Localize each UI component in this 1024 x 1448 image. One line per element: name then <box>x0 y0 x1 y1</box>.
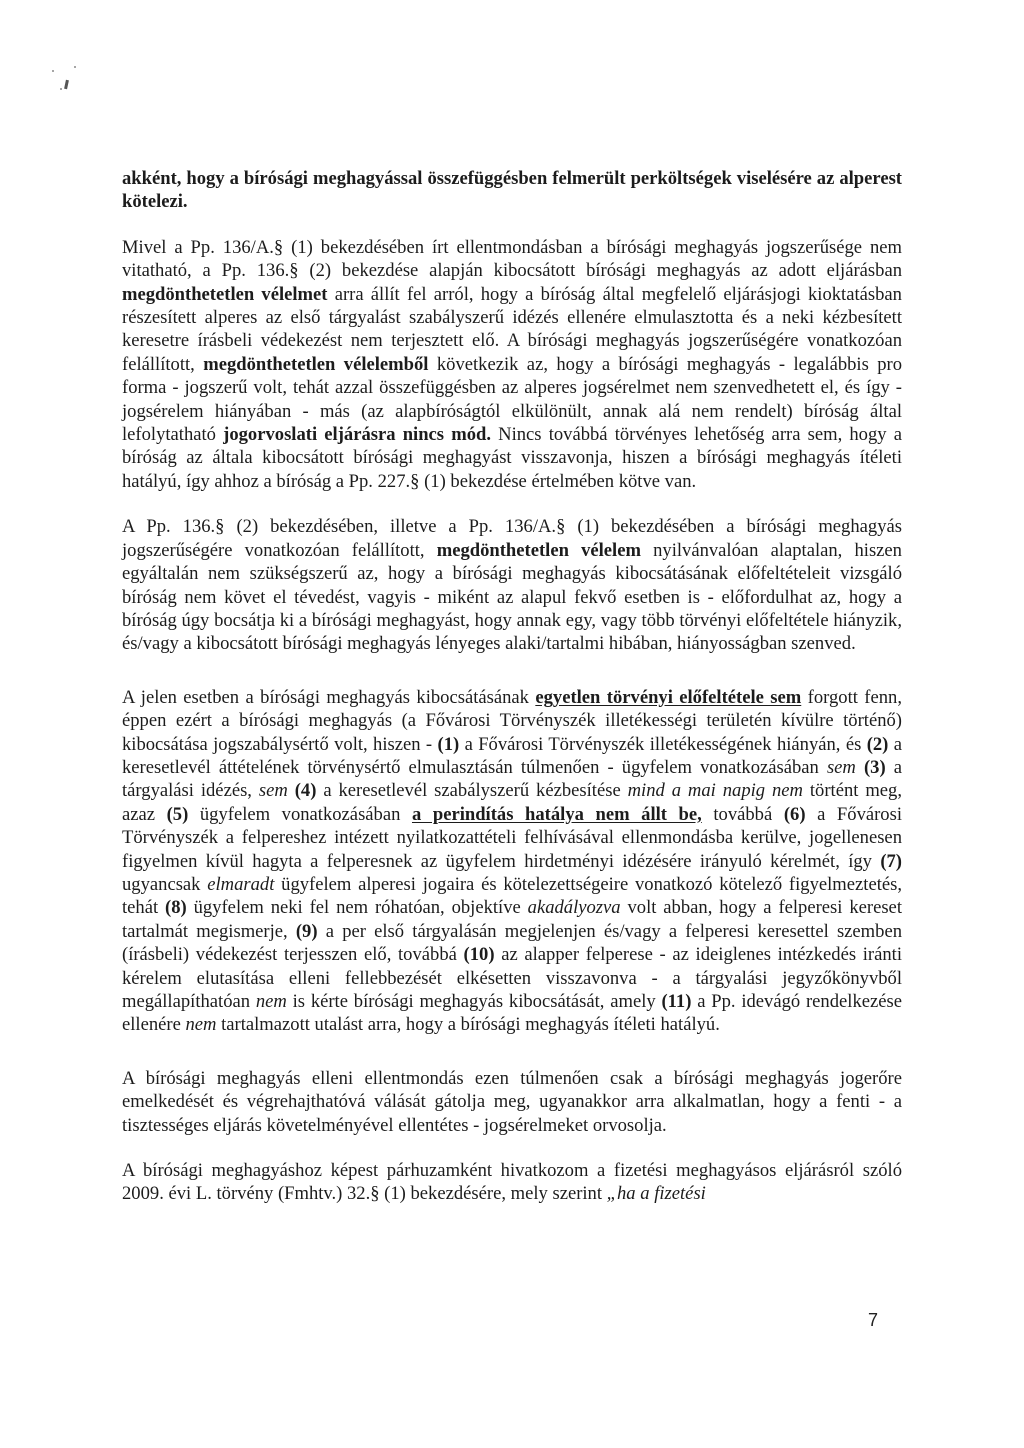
text-run: Nincs továbbá törvényes lehetőség arra sem, hogy a bíróság az általa kibocsátott bírósági meghagyást visszavonja, hiszen a bírósági meghagyás ítéleti hatályú, így ahhoz a bíróság a Pp. 227.§ (1) bekezdése értelmében kötve van. <box>122 424 902 492</box>
scan-speck <box>74 66 76 68</box>
text-run: továbbá <box>701 803 784 825</box>
text-run: a Pp. idevágó rendelkezése ellenére <box>122 991 902 1036</box>
text-run: a perindítás hatálya nem állt be, <box>411 803 702 825</box>
text-run: A bírósági meghagyáshoz képest párhuzamként hivatkozom a fizetési meghagyásos eljárásról szóló 2009. évi L. törvény (Fmhtv.) 32.§ (1) bekezdésére, mely szerint <box>122 1160 902 1205</box>
text-run: megdönthetetlen vélelmet <box>122 283 328 305</box>
page-number: 7 <box>868 1310 879 1330</box>
text-run: forgott fenn, éppen ezért a bírósági meghagyás (a Fővárosi Törvényszék illetékességi területén kívülre történő) kibocsátása jogszabálysértő volt, hiszen - <box>122 686 902 755</box>
text-run: ügyfelem alperesi jogaira és kötelezettségeire vonatkozó kötelező figyelmeztetés, tehát <box>122 873 902 919</box>
text-run: elmaradt <box>207 873 275 895</box>
text-run: (2) <box>866 733 889 755</box>
scan-speck <box>60 88 62 90</box>
text-run: ugyancsak <box>122 873 208 895</box>
text-run: ügyfelem vonatkozásában <box>188 803 412 825</box>
text-run: arra állít fel arról, hogy a bíróság által megfelelő eljárásjogi kioktatásban részesített alperes az első tárgyalást szabályszerű idézés ellenére elmulasztotta és a neki kézbesített keresetre írásbeli védekezést nem terjesztett elő. A bírósági meghagyás jogszerűségére vonatkozóan felállított, <box>122 283 902 375</box>
text-run: A jelen esetben a bírósági meghagyás kibocsátásának <box>122 686 536 708</box>
text-run: egyetlen törvényi előfeltétele sem <box>535 686 802 708</box>
text-run: nem <box>185 1014 217 1036</box>
text-run: a tárgyalási idézés, <box>122 756 902 802</box>
text-run: következik az, hogy a bírósági meghagyás - legalábbis pro forma - jogszerű volt, tehát azzal összefüggésben az alperes jogsérelmet nem szenvedhetett el, és így - jogsérelem hiányában - más (az alapbíróságtól elkülönült, annak alá nem rendelt) bíróság által lefolytatható <box>122 353 903 446</box>
text-run: (1) <box>437 733 460 755</box>
text-run: mind a mai napig nem <box>627 780 803 802</box>
text-run: Mivel a Pp. 136/A.§ (1) bekezdésében írt ellentmondásban a bírósági meghagyás jogszerűsége nem vitatható, a Pp. 136.§ (2) bekezdése alapján kibocsátott bírósági meghagyás az adott eljárásban <box>122 236 902 282</box>
text-run: (3) <box>863 756 886 778</box>
text-run: (9) <box>295 920 318 942</box>
text-run: megdönthetetlen vélelem <box>436 539 641 561</box>
text-run: tartalmazott utalást arra, hogy a bírósági meghagyás ítéleti hatályú. <box>216 1014 720 1036</box>
text-run: (7) <box>880 850 902 872</box>
text-run: történt meg, azaz <box>122 780 902 825</box>
text-run: jogorvoslati eljárásra nincs mód. <box>223 424 491 446</box>
text-run <box>856 757 864 778</box>
paragraph-1 <box>122 236 902 493</box>
text-run: is kérte bírósági meghagyás kibocsátását, amely <box>286 991 662 1012</box>
text-run: sem <box>258 780 288 802</box>
paragraph-3 <box>122 686 902 1037</box>
text-run: a Fővárosi Törvényszék a felpereshez intézett nyilatkozattételi felhívásával ellenmondásba kerülve, jogellenesen figyelmen kívül hagyta a felperesnek az ügyfelem hirdetményi idézésére irányuló kérelmét, így <box>122 803 903 872</box>
text-run: ügyfelem neki fel nem róhatóan, objektíve <box>186 897 528 919</box>
text-run: (6) <box>783 803 806 825</box>
text-run: megdönthetetlen vélelemből <box>203 353 429 375</box>
text-run: az alapper felperese - az ideiglenes intézkedés iránti kérelem elutasítása elleni fellebbezését elkésetten visszavonva - a tárgyalási jegyzőkönyvből megállapíthatóan <box>122 944 902 1012</box>
paragraph-4: A bírósági meghagyás elleni ellentmondás ezen túlmenően csak a bírósági meghagyás jogerőre emelkedését és végrehajthatóvá válását gátolja meg, ugyanakkor arra alkalmatlan, hogy a fenti - a tisztességes eljárás követelményével ellentétes - jogsérelmeket orvosolja. <box>122 1067 902 1136</box>
text-run: sem <box>826 756 856 778</box>
text-run: a keresetlevél áttételének törvénysértő elmulasztásán túlmenően - ügyfelem vonatkozásában <box>122 733 903 778</box>
text-run: a per első tárgyalásán megjelenjen és/vagy a felperesi keresettel szemben (írásbeli) védekezést terjesszen elő, továbbá <box>122 920 902 966</box>
text-run: (5) <box>166 803 189 825</box>
text-run: A Pp. 136.§ (2) bekezdésében, illetve a Pp. 136/A.§ (1) bekezdésében a bírósági meghagyás jogszerűségére vonatkozóan felállított, <box>122 516 902 561</box>
scan-speck <box>52 70 54 72</box>
paragraph-2 <box>122 515 902 655</box>
text-run: a Fővárosi Törvényszék illetékességének hiányán, és <box>459 733 867 755</box>
text-run <box>288 780 295 801</box>
text-run: „ha a fizetési <box>606 1183 706 1205</box>
text-run: nem <box>255 991 287 1012</box>
text-run: (8) <box>165 897 187 919</box>
document-page <box>122 167 902 1206</box>
text-run: a keresetlevél szabályszerű kézbesítése <box>316 780 628 802</box>
scan-mark <box>64 80 69 89</box>
text-run: volt abban, hogy a felperesi kereset tartalmát megismerje, <box>122 897 902 942</box>
text-run: (4) <box>294 780 317 802</box>
text-run: nyilvánvalóan alaptalan, hiszen egyáltalán nem szükségszerű az, hogy a bírósági meghagyás kibocsátásának előfeltételeit vizsgáló bíróság nem követ el tévedést, vagyis - miként az alapul fekvő esetben is - előfordulhat az, hogy a bíróság úgy bocsátja ki a bírósági meghagyást, hogy annak egy, vagy több törvényi előfeltétele hiányzik, és/vagy a kibocsátott bírósági meghagyás lényeges alaki/tartalmi hibában, hiányosságban szenved. <box>122 539 902 655</box>
text-run: (11) <box>661 991 692 1012</box>
paragraph-5 <box>122 1159 902 1206</box>
text-run: (10) <box>463 944 495 966</box>
paragraph-intro: akként, hogy a bírósági meghagyással összefüggésben felmerült perköltségek viselésére az alperest kötelezi. <box>122 168 902 213</box>
text-run: akadályozva <box>527 897 621 919</box>
